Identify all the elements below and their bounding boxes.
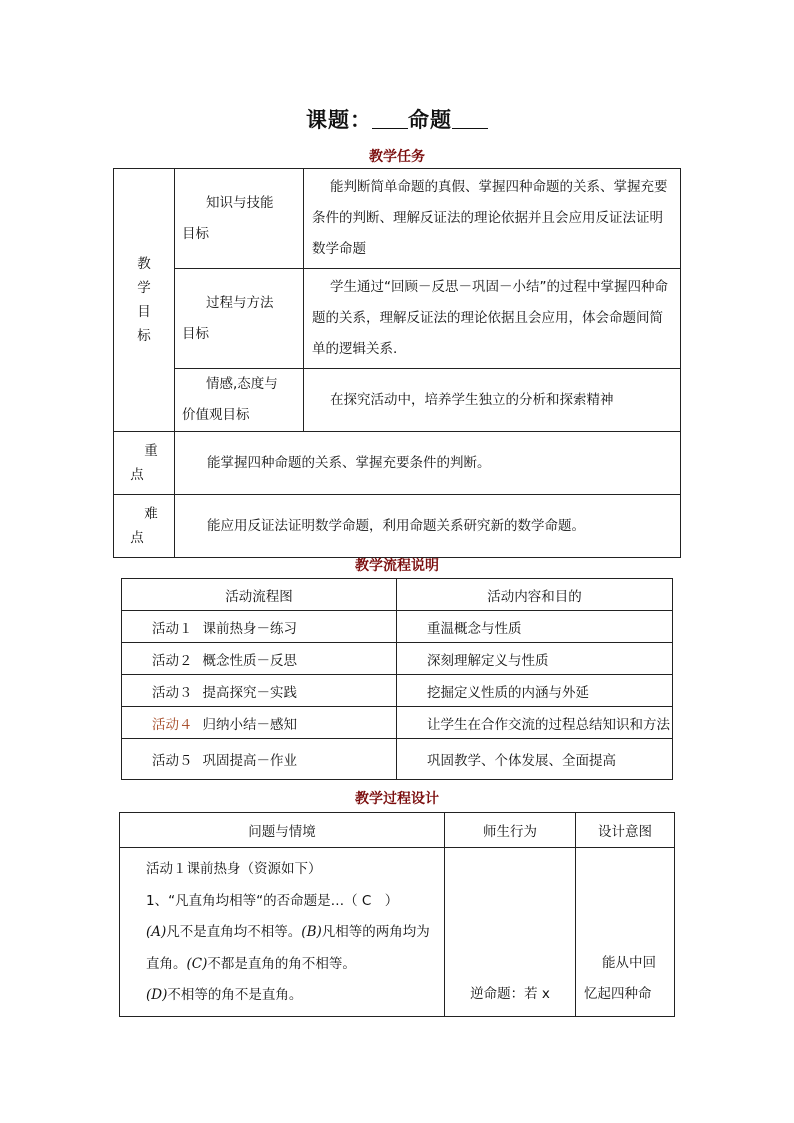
- activity-number: 活动５: [152, 753, 193, 769]
- flow-activity-cell: [122, 643, 397, 675]
- key-point-label: [114, 432, 175, 495]
- option-b-text: 凡相等的两角均为直角。: [146, 924, 430, 972]
- activity-content: 深刻理解定义与性质: [397, 643, 673, 675]
- goal-subtitle-line: 过程与方法: [206, 294, 274, 311]
- option-d-label: (D): [146, 987, 168, 1003]
- activity1-heading: 活动１课前热身（资源如下）: [146, 861, 322, 877]
- difficult-point-label: [114, 495, 175, 558]
- question-options: [126, 917, 438, 980]
- title-prefix: 课题：: [306, 108, 372, 132]
- process-header-intent: 设计意图: [576, 813, 675, 848]
- title-topic: 命题: [408, 108, 452, 132]
- goal-body-knowledge: [304, 169, 681, 269]
- question-option-d: [126, 980, 438, 1012]
- goal-label-char: 标: [137, 328, 151, 344]
- goal-label-char: 教: [137, 256, 151, 272]
- title-blank-right: [452, 110, 488, 129]
- goal-body-text: 能判断简单命题的真假、掌握四种命题的关系、掌握充要条件的判断、理解反证法的理论依据并且会应用反证法证明数学命题: [312, 179, 668, 257]
- table-row: [122, 611, 673, 643]
- process-intent-cell: [576, 848, 675, 1017]
- goal-subtitle-emotion: [175, 369, 304, 432]
- goal-body-emotion: [304, 369, 681, 432]
- key-label-char: 点: [130, 467, 144, 483]
- table-row: [122, 643, 673, 675]
- activity-flow: 课前热身－练习: [202, 620, 297, 637]
- goal-subtitle-line: 知识与技能: [206, 194, 274, 211]
- section-title-teaching-tasks: 教学任务: [369, 149, 425, 165]
- option-a-label: (A): [146, 924, 167, 940]
- option-a-text: 凡不是直角均不相等。: [166, 924, 302, 940]
- key-label-char: 重: [144, 443, 158, 459]
- option-d-text: 不相等的角不是直角。: [167, 987, 303, 1003]
- flow-activity-cell: [122, 675, 397, 707]
- table-row: [122, 739, 673, 780]
- option-c-label: (C): [186, 955, 208, 972]
- goal-subtitle-line: 价值观目标: [182, 407, 250, 423]
- process-header-behavior: 师生行为: [445, 813, 576, 848]
- activity-content: 让学生在合作交流的过程总结知识和方法: [397, 707, 673, 739]
- activity-flow: 概念性质－反思: [202, 652, 297, 669]
- flow-activity-cell: [122, 707, 397, 739]
- activity-flow: 提高探究－实践: [202, 684, 297, 701]
- activity-number: 活动２: [152, 652, 193, 669]
- difficult-label-char: 难: [144, 506, 158, 522]
- flow-header-content: 活动内容和目的: [397, 579, 673, 611]
- question-1: 1、“凡直角均相等“的否命题是…（ C ）: [146, 892, 399, 909]
- activity-number: 活动３: [152, 684, 193, 701]
- activity-number: 活动４: [152, 716, 193, 733]
- goal-subtitle-line: 情感,态度与: [206, 376, 278, 392]
- table-row: [122, 707, 673, 739]
- teaching-flow-table: [121, 578, 673, 780]
- flow-activity-cell: [122, 611, 397, 643]
- goal-subtitle-line: 目标: [182, 225, 209, 242]
- key-point-text: 能掌握四种命题的关系、掌握充要条件的判断。: [175, 432, 681, 495]
- goal-label-char: 学: [137, 280, 151, 296]
- title-blank-left: [372, 110, 408, 129]
- table-row: [122, 675, 673, 707]
- goal-subtitle-line: 目标: [182, 325, 209, 342]
- process-behavior-cell: 逆命题：若 x: [445, 848, 576, 1017]
- goal-body-process: [304, 269, 681, 369]
- activity-flow: 巩固提高－作业: [202, 753, 297, 769]
- activity-content: 巩固教学、个体发展、全面提高: [397, 739, 673, 780]
- activity-content: 挖掘定义性质的内涵与外延: [397, 675, 673, 707]
- difficult-label-char: 点: [130, 530, 144, 546]
- teaching-process-table: [119, 812, 675, 1017]
- goal-label-cell: [114, 169, 175, 432]
- goal-subtitle-process: [175, 269, 304, 369]
- flow-header-chart: 活动流程图: [122, 579, 397, 611]
- process-question-cell: [120, 848, 445, 1017]
- intent-line: 能从中回: [602, 954, 656, 971]
- section-title-flow: 教学流程说明: [355, 558, 439, 574]
- intent-line: 忆起四种命: [584, 985, 652, 1002]
- process-header-question: 问题与情境: [120, 813, 445, 848]
- goal-subtitle-knowledge: [175, 169, 304, 269]
- option-c-text: 不都是直角的角不相等。: [207, 955, 356, 972]
- goal-body-text: 在探究活动中，培养学生独立的分析和探索精神: [330, 391, 614, 408]
- difficult-point-text: 能应用反证法证明数学命题，利用命题关系研究新的数学命题。: [175, 495, 681, 558]
- goal-label-char: 目: [137, 304, 151, 320]
- activity-content: 重温概念与性质: [397, 611, 673, 643]
- page-title: [0, 104, 794, 134]
- activity-number: 活动１: [152, 620, 193, 637]
- flow-activity-cell: [122, 739, 397, 780]
- section-title-process: 教学过程设计: [355, 791, 439, 807]
- option-b-label: (B): [301, 924, 322, 940]
- activity-flow: 归纳小结－感知: [202, 716, 297, 733]
- teaching-tasks-table: [113, 168, 681, 558]
- goal-body-text: 学生通过“回顾－反思－巩固－小结”的过程中掌握四种命题的关系，理解反证法的理论依据且会应用，体会命题间简单的逻辑关系.: [312, 279, 668, 357]
